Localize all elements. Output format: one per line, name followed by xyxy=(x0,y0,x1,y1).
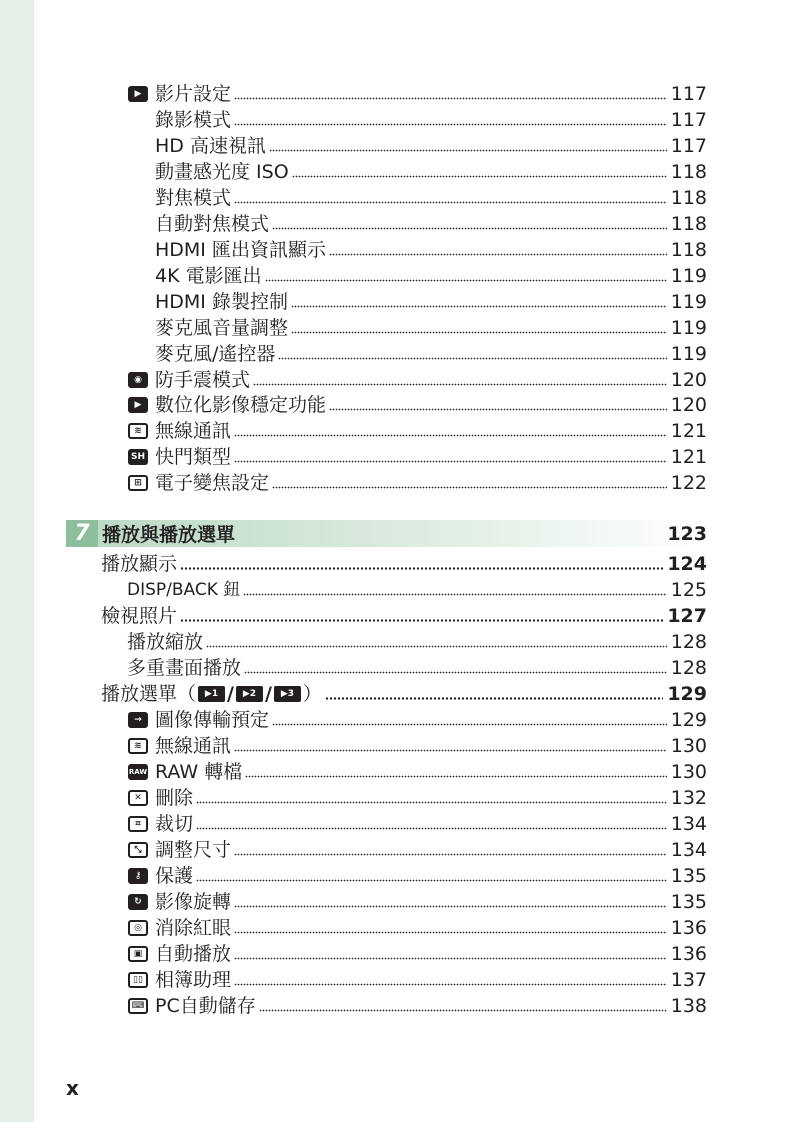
leader-dots xyxy=(272,486,667,489)
leader-dots xyxy=(206,645,667,648)
toc-entry-label: 相簿助理 xyxy=(155,969,232,991)
toc-entry-page: 120 xyxy=(670,394,707,416)
toc-entry-page: 134 xyxy=(670,839,707,861)
toc-entry[interactable] xyxy=(128,890,707,914)
toc-entry[interactable] xyxy=(128,368,707,392)
toc-entry-page: 118 xyxy=(670,213,707,235)
toc-chapter-entry[interactable] xyxy=(101,682,707,706)
playback-menu-3-icon: ▶3 xyxy=(274,686,301,702)
toc-entry-label: 裁切 xyxy=(155,813,194,835)
toc-entry-page: 120 xyxy=(670,369,707,391)
toc-entry-page: 122 xyxy=(670,472,707,494)
leader-dots xyxy=(291,305,667,308)
stabilizer-icon: ◉ xyxy=(128,372,148,388)
toc-entry-page: 121 xyxy=(670,446,707,468)
toc-entry-page: 128 xyxy=(670,631,707,653)
playback-menu-1-icon: ▶1 xyxy=(198,686,225,702)
toc-entry-page: 128 xyxy=(670,657,707,679)
toc-entry[interactable] xyxy=(155,238,707,262)
toc-entry[interactable] xyxy=(128,786,707,810)
toc-entry-label: 保護 xyxy=(155,865,194,887)
toc-entry-label: HDMI 匯出資訊顯示 xyxy=(155,239,326,261)
crop-icon: ⌗ xyxy=(128,816,148,832)
page-number: x xyxy=(66,1076,79,1100)
toc-entry[interactable] xyxy=(128,82,707,106)
toc-entry-label: 數位化影像穩定功能 xyxy=(155,394,327,416)
wireless-icon: ≋ xyxy=(128,423,148,439)
toc-entry-label: 錄影模式 xyxy=(155,109,232,131)
toc-entry-label: 消除紅眼 xyxy=(155,917,232,939)
section-header[interactable] xyxy=(66,520,707,547)
toc-entry-label: 快門類型 xyxy=(155,446,232,468)
toc-entry-page: 118 xyxy=(670,161,707,183)
toc-entry-label: 影片設定 xyxy=(155,83,232,105)
leader-dots xyxy=(329,408,667,411)
movie-icon: ▶ xyxy=(128,86,148,102)
toc-entry[interactable] xyxy=(128,445,707,469)
toc-entry[interactable] xyxy=(127,656,707,680)
trash-icon: ✕ xyxy=(128,790,148,806)
toc-entry[interactable] xyxy=(155,134,707,158)
leader-dots xyxy=(272,723,667,726)
toc-entry-page: 117 xyxy=(670,109,707,131)
toc-entry-label: 自動對焦模式 xyxy=(155,213,270,235)
toc-entry-label: 影像旋轉 xyxy=(155,891,232,913)
toc-entry-label: 動畫感光度 ISO xyxy=(155,161,289,183)
toc-entry-page: 119 xyxy=(670,343,707,365)
toc-entry-label: 播放縮放 xyxy=(127,631,204,653)
toc-entry-label: 多重畫面播放 xyxy=(127,657,242,679)
toc-entry[interactable] xyxy=(128,393,707,417)
toc-entry-label: 電子變焦設定 xyxy=(155,472,270,494)
toc-chapter-entry[interactable] xyxy=(101,552,707,576)
toc-entry[interactable] xyxy=(128,916,707,940)
toc-entry-label: 播放顯示 xyxy=(101,553,178,575)
leader-dots xyxy=(234,931,667,934)
zoom-icon: ⊞ xyxy=(128,475,148,491)
leader-dots xyxy=(234,460,667,463)
leader-dots xyxy=(234,853,667,856)
toc-entry-page: 132 xyxy=(670,787,707,809)
toc-entry[interactable] xyxy=(128,760,707,784)
leader-dots xyxy=(259,1009,667,1012)
toc-entry-page: 127 xyxy=(667,605,707,627)
wireless-icon: ≋ xyxy=(128,738,148,754)
toc-entry-label: 播放選單（ xyxy=(101,683,197,705)
leader-dots xyxy=(245,775,667,778)
leader-dots xyxy=(234,749,667,752)
section-title: 播放與播放選單 xyxy=(102,524,236,546)
leader-dots xyxy=(269,149,667,152)
protect-key-icon: ⚷ xyxy=(128,868,148,884)
separator: / xyxy=(264,683,272,705)
toc-entry[interactable] xyxy=(128,864,707,888)
toc-entry-page: 130 xyxy=(670,761,707,783)
leader-dots xyxy=(265,279,667,282)
leader-dots xyxy=(244,671,667,674)
leader-dots xyxy=(253,383,667,386)
leader-dots xyxy=(196,879,667,882)
toc-entry[interactable] xyxy=(155,160,707,184)
leader-dots xyxy=(234,123,667,126)
leader-dots xyxy=(272,227,667,230)
toc-entry-page: 134 xyxy=(670,813,707,835)
toc-entry-page: 138 xyxy=(670,995,707,1017)
toc-entry[interactable] xyxy=(128,419,707,443)
leader-dots xyxy=(234,905,667,908)
toc-entry-label: 無線通訊 xyxy=(155,735,232,757)
toc-entry-page: 137 xyxy=(670,969,707,991)
toc-entry-label: HDMI 錄製控制 xyxy=(155,291,288,313)
toc-entry-label: 無線通訊 xyxy=(155,420,232,442)
toc-entry-page: 136 xyxy=(670,917,707,939)
toc-entry-page: 119 xyxy=(670,317,707,339)
section-page: 123 xyxy=(667,522,707,545)
toc-entry-page: 121 xyxy=(670,420,707,442)
toc-entry-page: 117 xyxy=(670,83,707,105)
toc-entry-page: 118 xyxy=(670,187,707,209)
toc-entry[interactable] xyxy=(128,708,707,732)
leader-dots xyxy=(196,801,667,804)
toc-entry-page: 125 xyxy=(670,579,707,601)
leader-dots xyxy=(234,983,667,986)
toc-entry-page: 135 xyxy=(670,891,707,913)
toc-entry-page: 118 xyxy=(670,239,707,261)
toc-entry[interactable] xyxy=(128,968,707,992)
leader-dots xyxy=(234,97,667,100)
toc-entry-label: 調整尺寸 xyxy=(155,839,232,861)
toc-entry-page: 124 xyxy=(667,553,707,575)
toc-entry-page: 130 xyxy=(670,735,707,757)
toc-entry-label: 檢視照片 xyxy=(101,605,178,627)
toc-entry[interactable] xyxy=(127,578,707,602)
leader-dots xyxy=(329,253,667,256)
toc-entry-page: 129 xyxy=(670,709,707,731)
leader-dots xyxy=(278,357,666,360)
leader-dots xyxy=(243,593,666,596)
toc-entry-label: 麥克風音量調整 xyxy=(155,317,289,339)
leader-dots xyxy=(325,697,663,700)
toc-entry-label: RAW 轉檔 xyxy=(155,761,243,783)
leader-dots xyxy=(292,175,667,178)
resize-icon: ⤡ xyxy=(128,842,148,858)
page-edge-strip xyxy=(0,0,34,1122)
toc-entry[interactable] xyxy=(128,838,707,862)
toc-entry[interactable] xyxy=(128,734,707,758)
toc-entry-page: 136 xyxy=(670,943,707,965)
toc-entry-label: 圖像傳輸預定 xyxy=(155,709,270,731)
toc-entry[interactable] xyxy=(128,994,707,1018)
separator: / xyxy=(227,683,234,705)
toc-chapter-entry[interactable] xyxy=(101,604,707,628)
shutter-icon: SH xyxy=(128,449,148,465)
leader-dots xyxy=(234,201,667,204)
toc-entry-label: DISP/BACK 鈕 xyxy=(127,580,241,600)
toc-entry[interactable] xyxy=(155,264,707,288)
pc-save-icon: ⌨ xyxy=(128,998,148,1014)
toc-entry[interactable] xyxy=(155,342,707,366)
toc-entry-page: 119 xyxy=(670,291,707,313)
raw-icon: RAW xyxy=(128,764,148,780)
movie-icon: ▶ xyxy=(128,397,148,413)
toc-entry-label: PC自動儲存 xyxy=(155,995,256,1017)
toc-entry[interactable] xyxy=(155,316,707,340)
toc-entry[interactable] xyxy=(155,108,707,132)
transfer-icon: → xyxy=(128,712,148,728)
toc-entry[interactable] xyxy=(128,812,707,836)
toc-entry[interactable] xyxy=(155,212,707,236)
leader-dots xyxy=(234,434,667,437)
toc-entry[interactable] xyxy=(155,290,707,314)
photobook-icon: ▯▯ xyxy=(128,972,148,988)
toc-entry-label: 麥克風/遙控器 xyxy=(155,343,276,365)
leader-dots xyxy=(234,957,667,960)
toc-entry[interactable] xyxy=(128,471,707,495)
toc-entry-label-end: ） xyxy=(302,683,322,705)
red-eye-icon: ◎ xyxy=(128,920,148,936)
toc-entry[interactable] xyxy=(128,942,707,966)
toc-entry-page: 135 xyxy=(670,865,707,887)
rotate-icon: ↻ xyxy=(128,894,148,910)
toc-entry-label: HD 高速視訊 xyxy=(155,135,266,157)
leader-dots xyxy=(180,567,663,570)
slideshow-icon: ▣ xyxy=(128,946,148,962)
playback-menu-2-icon: ▶2 xyxy=(236,686,263,702)
toc-entry-page: 119 xyxy=(670,265,707,287)
section-number: 7 xyxy=(66,520,98,547)
toc-entry-label: 防手震模式 xyxy=(155,369,251,391)
leader-dots xyxy=(180,619,663,622)
leader-dots xyxy=(291,331,667,334)
toc-entry-label: 自動播放 xyxy=(155,943,232,965)
toc-entry-label: 刪除 xyxy=(155,787,194,809)
toc-entry[interactable] xyxy=(155,186,707,210)
toc-entry-label: 對焦模式 xyxy=(155,187,232,209)
toc-entry-label: 4K 電影匯出 xyxy=(155,265,262,287)
toc-entry-page: 117 xyxy=(670,135,707,157)
leader-dots xyxy=(196,827,667,830)
toc-entry-page: 129 xyxy=(667,683,707,705)
toc-entry[interactable] xyxy=(127,630,707,654)
